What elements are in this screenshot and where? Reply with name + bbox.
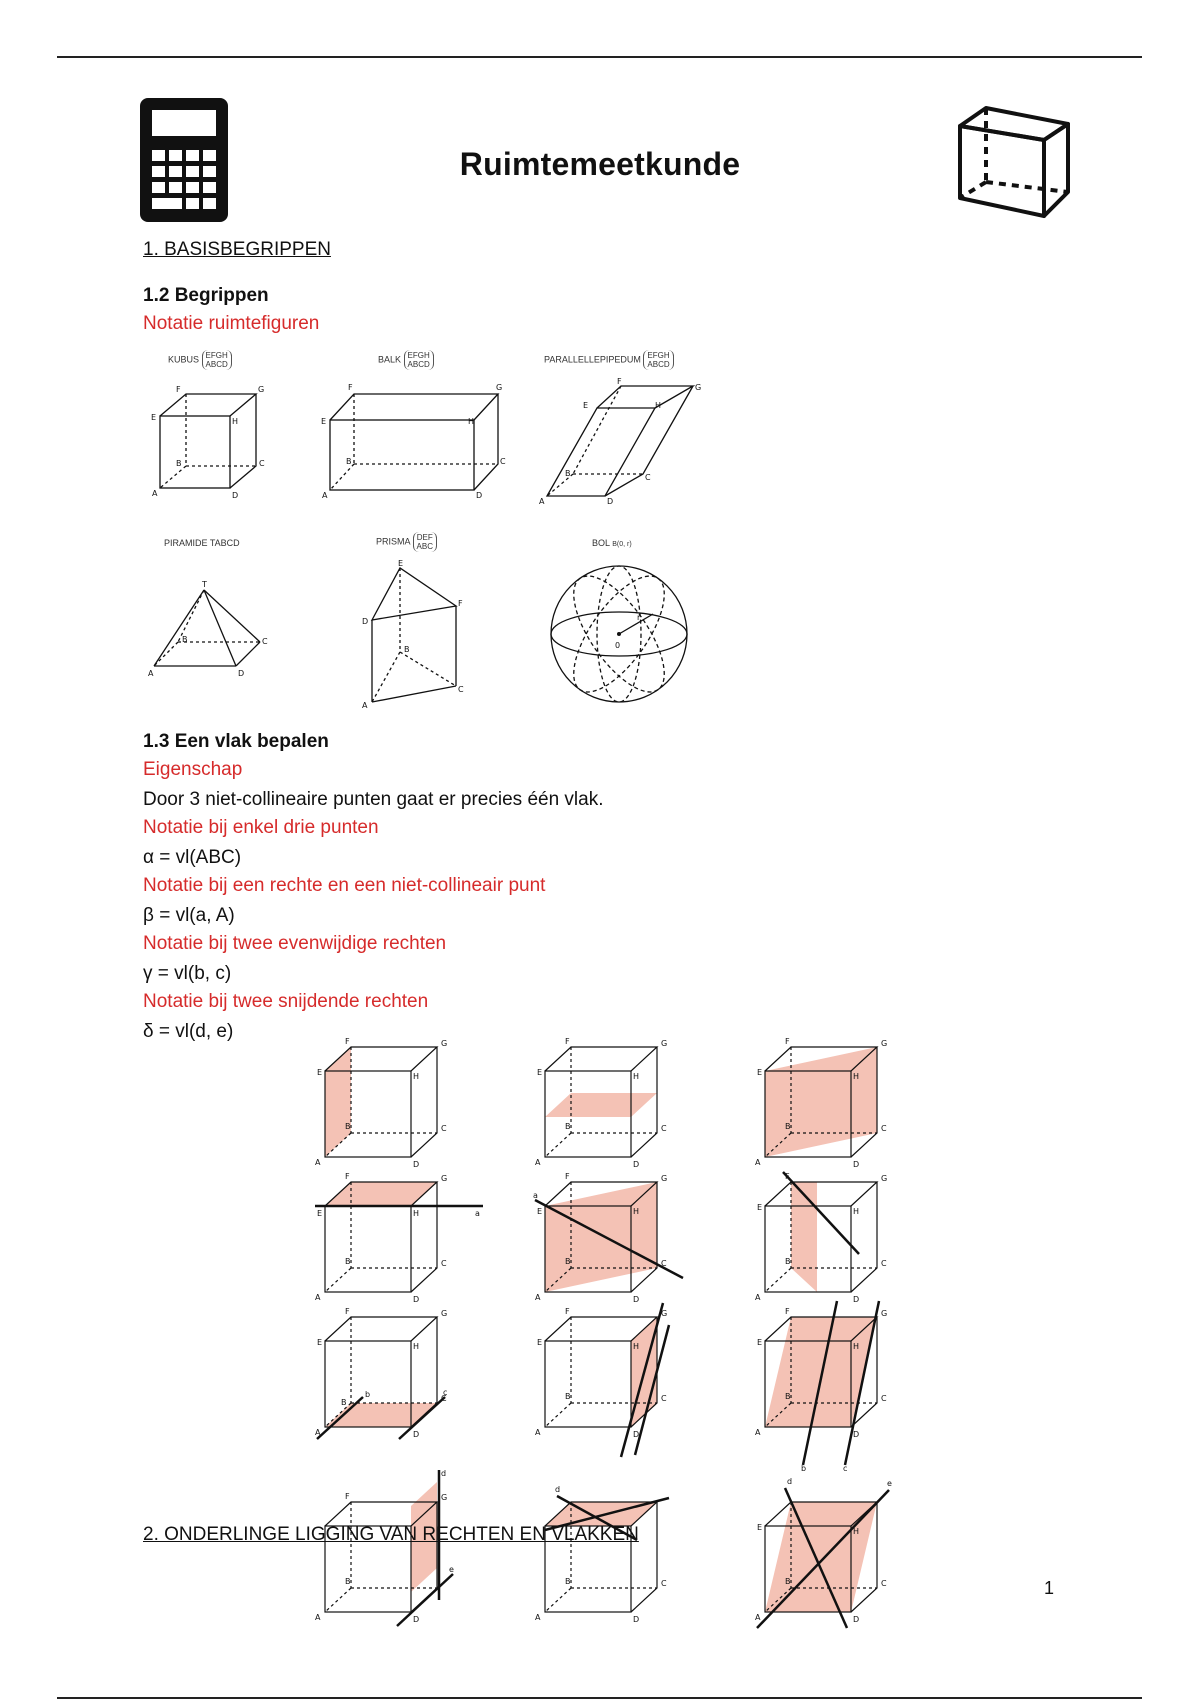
svg-text:B: B <box>785 1257 791 1266</box>
svg-text:C: C <box>441 1259 447 1268</box>
svg-text:B: B <box>565 1392 571 1401</box>
svg-text:E: E <box>757 1203 763 1212</box>
svg-text:C: C <box>458 685 464 694</box>
svg-text:H: H <box>232 417 239 426</box>
svg-text:F: F <box>176 385 181 394</box>
svg-text:A: A <box>315 1293 321 1302</box>
svg-text:D: D <box>476 491 483 500</box>
piramide-label: PIRAMIDE TABCD <box>164 538 240 548</box>
svg-text:r: r <box>637 613 641 622</box>
svg-text:E: E <box>537 1068 543 1077</box>
svg-text:A: A <box>535 1158 541 1167</box>
svg-text:A: A <box>362 701 368 710</box>
svg-text:C: C <box>259 459 265 468</box>
notatie-drie-punten: Notatie bij enkel drie punten <box>143 817 379 838</box>
svg-text:H: H <box>853 1342 860 1351</box>
svg-text:B: B <box>182 635 188 644</box>
svg-text:F: F <box>565 1307 570 1316</box>
svg-text:F: F <box>785 1172 790 1181</box>
page-number: 1 <box>1044 1578 1055 1598</box>
svg-text:T: T <box>202 580 207 589</box>
notatie-evenwijdige-rechten: Notatie bij twee evenwijdige rechten <box>143 933 447 954</box>
svg-text:E: E <box>398 559 404 568</box>
svg-text:D: D <box>238 669 245 678</box>
svg-text:F: F <box>565 1172 570 1181</box>
svg-text:A: A <box>755 1293 761 1302</box>
notatie-ruimtefiguren: Notatie ruimtefiguren <box>143 313 320 334</box>
svg-text:d: d <box>441 1469 447 1478</box>
formula-beta: β = vl(a, A) <box>143 905 235 926</box>
subheading-1-2: 1.2 Begrippen <box>143 285 269 306</box>
svg-text:F: F <box>785 1307 790 1316</box>
svg-text:F: F <box>345 1307 350 1316</box>
formula-gamma: γ = vl(b, c) <box>143 963 232 984</box>
svg-text:D: D <box>607 497 614 506</box>
svg-text:G: G <box>441 1174 448 1183</box>
balk-label: BALK EFGH ABCD <box>378 350 434 370</box>
svg-text:H: H <box>633 1072 640 1081</box>
svg-text:H: H <box>633 1207 640 1216</box>
plane-figure-1 <box>315 1035 465 1170</box>
svg-text:B: B <box>565 1257 571 1266</box>
svg-text:a: a <box>475 1209 480 1218</box>
svg-text:C: C <box>661 1394 667 1403</box>
svg-text:A: A <box>535 1613 541 1622</box>
svg-text:F: F <box>345 1037 350 1046</box>
prisma-label: PRISMA DEF ABC <box>376 532 437 552</box>
svg-text:G: G <box>881 1174 888 1183</box>
svg-text:A: A <box>755 1428 761 1437</box>
svg-text:D: D <box>853 1160 860 1169</box>
svg-text:D: D <box>633 1430 640 1439</box>
svg-text:d: d <box>555 1485 561 1494</box>
svg-text:C: C <box>661 1124 667 1133</box>
svg-text:G: G <box>441 1039 448 1048</box>
svg-text:A: A <box>535 1293 541 1302</box>
plane-figure-4 <box>315 1170 485 1305</box>
svg-text:E: E <box>757 1338 763 1347</box>
svg-text:b: b <box>801 1464 807 1473</box>
svg-text:B: B <box>345 1122 351 1131</box>
svg-text:e: e <box>449 1565 454 1574</box>
svg-text:F: F <box>785 1037 790 1046</box>
svg-text:c: c <box>843 1464 848 1473</box>
bol-label: BOL B(0, r) <box>592 538 632 548</box>
plane-figure-11 <box>535 1470 685 1630</box>
svg-text:B: B <box>404 645 410 654</box>
cube-icon <box>956 104 1074 220</box>
svg-text:H: H <box>853 1072 860 1081</box>
eigenschap-text: Door 3 niet-collineaire punten gaat er precies één vlak. <box>143 789 604 810</box>
formula-alpha: α = vl(ABC) <box>143 847 242 868</box>
svg-text:A: A <box>152 489 158 498</box>
balk-figure <box>320 380 510 505</box>
formula-delta: δ = vl(d, e) <box>143 1021 234 1042</box>
svg-text:C: C <box>500 457 506 466</box>
svg-text:C: C <box>881 1124 887 1133</box>
svg-text:C: C <box>661 1579 667 1588</box>
svg-text:H: H <box>655 401 662 410</box>
svg-text:D: D <box>633 1615 640 1624</box>
svg-text:A: A <box>535 1428 541 1437</box>
svg-text:B: B <box>785 1577 791 1586</box>
svg-text:G: G <box>661 1174 668 1183</box>
svg-text:A: A <box>539 497 545 506</box>
svg-text:D: D <box>362 617 369 626</box>
svg-text:E: E <box>757 1523 763 1532</box>
svg-text:A: A <box>315 1158 321 1167</box>
bottom-rule <box>57 1697 1142 1699</box>
section2-heading: 2. ONDERLINGE LIGGING VAN RECHTEN EN VLAKKEN <box>143 1524 639 1545</box>
svg-text:E: E <box>151 413 157 422</box>
svg-text:C: C <box>262 637 268 646</box>
svg-text:D: D <box>633 1160 640 1169</box>
svg-text:A: A <box>315 1428 321 1437</box>
svg-text:H: H <box>853 1527 860 1536</box>
svg-text:E: E <box>317 1338 323 1347</box>
svg-text:d: d <box>787 1477 793 1486</box>
svg-text:e: e <box>887 1479 892 1488</box>
svg-text:D: D <box>232 491 239 500</box>
plane-figure-10 <box>315 1470 465 1630</box>
svg-text:B: B <box>346 457 352 466</box>
svg-text:E: E <box>321 417 327 426</box>
svg-text:B: B <box>565 469 571 478</box>
svg-text:F: F <box>345 1172 350 1181</box>
plane-figure-8 <box>535 1305 685 1475</box>
svg-text:C: C <box>881 1579 887 1588</box>
svg-text:E: E <box>317 1068 323 1077</box>
svg-text:C: C <box>661 1259 667 1268</box>
svg-text:B: B <box>565 1122 571 1131</box>
kubus-label: KUBUS EFGH ABCD <box>168 350 232 370</box>
svg-text:b: b <box>365 1390 371 1399</box>
subheading-1-3: 1.3 Een vlak bepalen <box>143 731 329 752</box>
svg-text:E: E <box>757 1068 763 1077</box>
plane-figure-3 <box>755 1035 905 1170</box>
svg-text:G: G <box>881 1309 888 1318</box>
svg-text:B: B <box>345 1257 351 1266</box>
svg-text:G: G <box>441 1309 448 1318</box>
svg-text:D: D <box>413 1430 420 1439</box>
svg-text:C: C <box>441 1124 447 1133</box>
notatie-rechte-punt: Notatie bij een rechte en een niet-collineair punt <box>143 875 546 896</box>
svg-text:G: G <box>881 1039 888 1048</box>
svg-text:H: H <box>413 1209 420 1218</box>
piramide-figure <box>148 580 268 680</box>
svg-text:G: G <box>695 383 702 392</box>
svg-text:B: B <box>341 1398 347 1407</box>
eigenschap-label: Eigenschap <box>143 759 243 780</box>
svg-text:F: F <box>565 1037 570 1046</box>
svg-text:E: E <box>537 1338 543 1347</box>
notatie-snijdende-rechten: Notatie bij twee snijdende rechten <box>143 991 429 1012</box>
svg-text:A: A <box>322 491 328 500</box>
svg-text:F: F <box>345 1492 350 1501</box>
svg-text:A: A <box>755 1613 761 1622</box>
svg-text:E: E <box>537 1207 543 1216</box>
svg-text:E: E <box>317 1209 323 1218</box>
svg-text:D: D <box>853 1295 860 1304</box>
svg-text:H: H <box>633 1342 640 1351</box>
svg-text:H: H <box>853 1207 860 1216</box>
svg-text:A: A <box>755 1158 761 1167</box>
svg-text:a: a <box>533 1191 538 1200</box>
svg-text:B: B <box>345 1577 351 1586</box>
svg-text:D: D <box>853 1430 860 1439</box>
svg-text:H: H <box>468 417 475 426</box>
plane-figure-6 <box>755 1170 905 1305</box>
svg-text:D: D <box>413 1295 420 1304</box>
svg-text:B: B <box>565 1577 571 1586</box>
prisma-figure <box>360 560 470 710</box>
svg-text:H: H <box>413 1342 420 1351</box>
svg-text:G: G <box>258 385 265 394</box>
svg-text:B: B <box>785 1392 791 1401</box>
svg-text:F: F <box>617 377 622 386</box>
svg-text:A: A <box>148 669 154 678</box>
plane-figure-9 <box>755 1305 905 1475</box>
svg-text:C: C <box>881 1394 887 1403</box>
svg-text:D: D <box>633 1295 640 1304</box>
parallellepipedum-figure <box>535 378 705 508</box>
svg-text:0: 0 <box>615 641 621 650</box>
svg-text:D: D <box>413 1160 420 1169</box>
svg-text:G: G <box>441 1493 448 1502</box>
svg-text:G: G <box>661 1039 668 1048</box>
plane-figure-12 <box>755 1470 905 1630</box>
plane-figure-5 <box>535 1170 685 1305</box>
svg-text:C: C <box>441 1394 447 1403</box>
parallellepipedum-label: PARALLELLEPIPEDUM EFGH ABCD <box>544 350 674 370</box>
svg-text:B: B <box>785 1122 791 1131</box>
section1-heading: 1. BASISBEGRIPPEN <box>143 239 331 260</box>
page-title: Ruimtemeetkunde <box>459 146 741 182</box>
svg-text:D: D <box>853 1615 860 1624</box>
svg-text:B: B <box>176 459 182 468</box>
top-rule <box>57 56 1142 58</box>
svg-text:H: H <box>413 1072 420 1081</box>
plane-figure-7 <box>315 1305 465 1440</box>
svg-text:C: C <box>645 473 651 482</box>
svg-text:C: C <box>881 1259 887 1268</box>
svg-text:c: c <box>443 1388 448 1397</box>
svg-text:G: G <box>661 1309 668 1318</box>
svg-text:E: E <box>583 401 589 410</box>
svg-text:F: F <box>348 383 353 392</box>
bol-figure <box>545 560 693 708</box>
svg-text:A: A <box>315 1613 321 1622</box>
svg-text:F: F <box>458 599 463 608</box>
kubus-figure <box>150 380 270 505</box>
svg-text:G: G <box>496 383 503 392</box>
svg-text:D: D <box>413 1615 420 1624</box>
plane-figure-2 <box>535 1035 685 1170</box>
